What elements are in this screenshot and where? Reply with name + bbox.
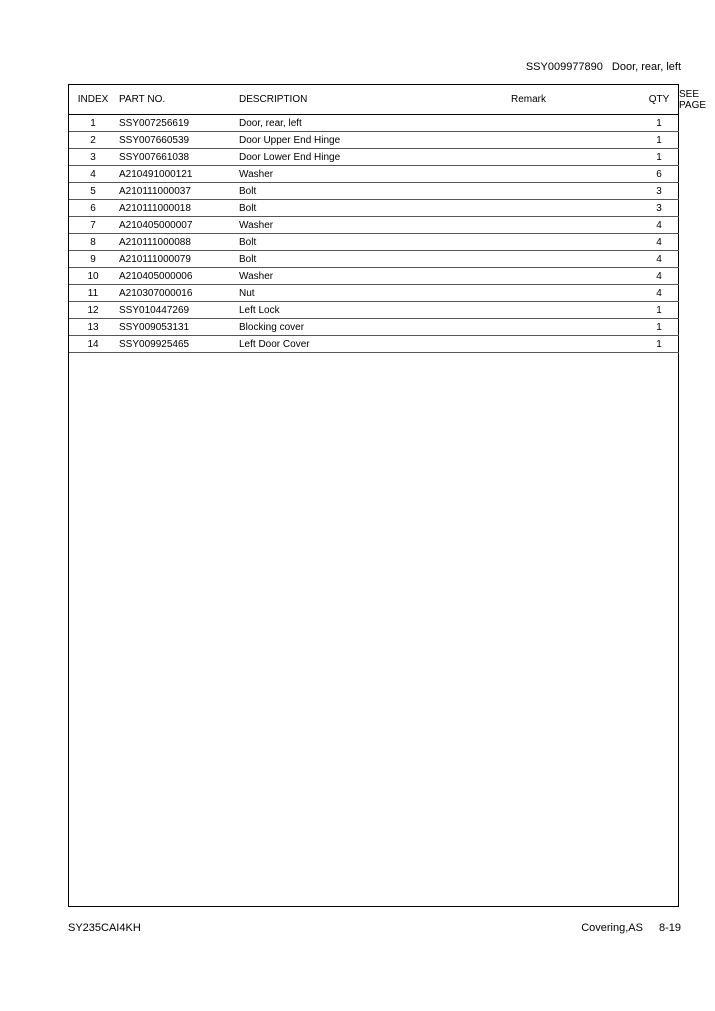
cell-qty: 1: [639, 336, 679, 353]
column-header-qty: QTY: [639, 85, 679, 115]
footer-model: SY235CAI4KH: [68, 922, 141, 934]
cell-remark: [459, 336, 639, 353]
cell-remark: [459, 149, 639, 166]
cell-description: Bolt: [239, 183, 459, 200]
cell-index: 6: [69, 200, 117, 217]
column-header-index: INDEX: [69, 85, 117, 115]
cell-description: Washer: [239, 166, 459, 183]
cell-remark: [459, 319, 639, 336]
cell-part-no: A210405000007: [117, 217, 239, 234]
see-page-line1: SEE: [679, 88, 700, 100]
cell-index: 3: [69, 149, 117, 166]
cell-remark: [459, 268, 639, 285]
table-row: [69, 183, 679, 200]
cell-remark: [459, 217, 639, 234]
cell-part-no: A210307000016: [117, 285, 239, 302]
cell-remark: [459, 200, 639, 217]
cell-remark: [459, 183, 639, 200]
table-row: [69, 251, 679, 268]
cell-part-no: SSY007256619: [117, 115, 239, 132]
cell-qty: 1: [639, 132, 679, 149]
table-row: [69, 132, 679, 149]
header-title: Door, rear, left: [611, 61, 681, 73]
cell-description: Blocking cover: [239, 319, 459, 336]
cell-part-no: A210111000018: [117, 200, 239, 217]
page-header: [526, 61, 681, 73]
cell-qty: 1: [639, 115, 679, 132]
footer-section: Covering,AS: [581, 922, 643, 934]
cell-index: 1: [69, 115, 117, 132]
cell-description: Door, rear, left: [239, 115, 459, 132]
cell-remark: [459, 302, 639, 319]
table-row: [69, 149, 679, 166]
header-part-number: SSY009977890: [525, 61, 603, 73]
column-header-description: DESCRIPTION: [239, 85, 459, 115]
cell-part-no: A210405000006: [117, 268, 239, 285]
table-row: [69, 302, 679, 319]
table-row: [69, 319, 679, 336]
see-page-line2: PAGE: [679, 99, 707, 111]
column-header-remark: Remark: [459, 85, 639, 115]
cell-description: Nut: [239, 285, 459, 302]
cell-qty: 1: [639, 302, 679, 319]
cell-description: Left Door Cover: [239, 336, 459, 353]
table-row: [69, 217, 679, 234]
cell-part-no: SSY009053131: [117, 319, 239, 336]
cell-description: Bolt: [239, 234, 459, 251]
cell-qty: 4: [639, 251, 679, 268]
table-row: [69, 285, 679, 302]
cell-qty: 6: [639, 166, 679, 183]
cell-description: Door Lower End Hinge: [239, 149, 459, 166]
cell-part-no: A210111000037: [117, 183, 239, 200]
cell-remark: [459, 234, 639, 251]
table-row: [69, 268, 679, 285]
cell-index: 9: [69, 251, 117, 268]
cell-qty: 1: [639, 149, 679, 166]
cell-index: 4: [69, 166, 117, 183]
cell-index: 12: [69, 302, 117, 319]
cell-part-no: SSY007660539: [117, 132, 239, 149]
cell-index: 7: [69, 217, 117, 234]
cell-part-no: SSY010447269: [117, 302, 239, 319]
cell-description: Bolt: [239, 251, 459, 268]
column-header-part-no: PART NO.: [117, 85, 239, 115]
cell-qty: 4: [639, 217, 679, 234]
cell-index: 13: [69, 319, 117, 336]
cell-index: 8: [69, 234, 117, 251]
cell-part-no: A210491000121: [117, 166, 239, 183]
cell-part-no: A210111000079: [117, 251, 239, 268]
cell-qty: 4: [639, 234, 679, 251]
cell-qty: 3: [639, 183, 679, 200]
table-row: [69, 234, 679, 251]
footer-section-page: [581, 922, 681, 934]
cell-description: Washer: [239, 268, 459, 285]
cell-part-no: SSY009925465: [117, 336, 239, 353]
parts-list-frame: [68, 84, 707, 907]
cell-description: Left Lock: [239, 302, 459, 319]
cell-remark: [459, 285, 639, 302]
table-row: [69, 200, 679, 217]
cell-index: 11: [69, 285, 117, 302]
table-row: [69, 115, 679, 132]
cell-index: 5: [69, 183, 117, 200]
cell-qty: 4: [639, 268, 679, 285]
cell-index: 2: [69, 132, 117, 149]
footer-page-number: 8-19: [658, 922, 681, 934]
parts-table: [69, 85, 707, 353]
parts-table-body: [69, 115, 679, 353]
table-row: [69, 166, 679, 183]
cell-qty: 4: [639, 285, 679, 302]
cell-part-no: SSY007661038: [117, 149, 239, 166]
cell-index: 14: [69, 336, 117, 353]
cell-qty: 3: [639, 200, 679, 217]
cell-description: Bolt: [239, 200, 459, 217]
cell-description: Door Upper End Hinge: [239, 132, 459, 149]
cell-index: 10: [69, 268, 117, 285]
table-row: [69, 336, 679, 353]
cell-remark: [459, 166, 639, 183]
cell-qty: 1: [639, 319, 679, 336]
cell-remark: [459, 115, 639, 132]
cell-description: Washer: [239, 217, 459, 234]
cell-remark: [459, 251, 639, 268]
cell-part-no: A210111000088: [117, 234, 239, 251]
cell-remark: [459, 132, 639, 149]
table-header-row: [69, 85, 679, 115]
